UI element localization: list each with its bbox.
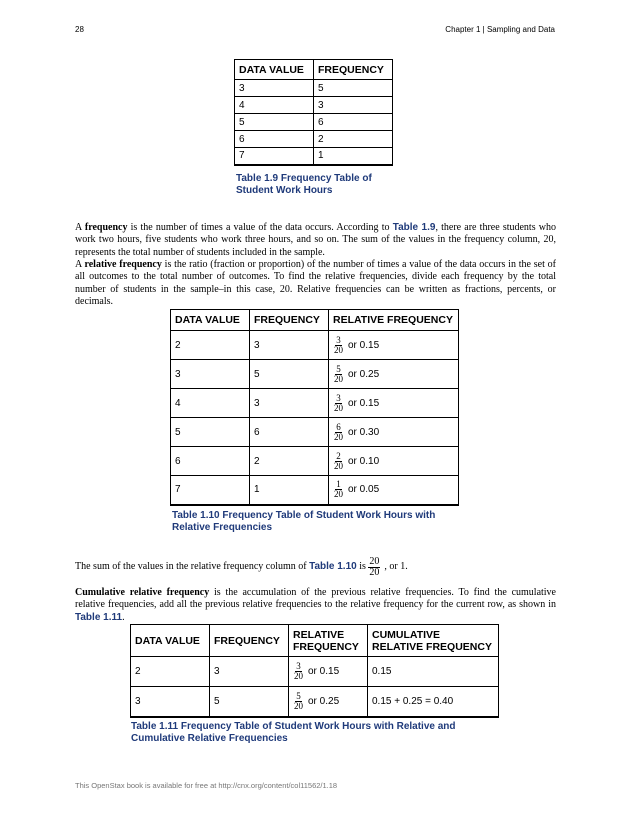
table-header: CUMULATIVE RELATIVE FREQUENCY <box>368 625 499 657</box>
relative-frequency-cell: $\frac{6}{20}$ or 0.30 <box>329 418 459 447</box>
relative-frequency-cell: $\frac{1}{20}$ or 0.05 <box>329 476 459 505</box>
frequency-cell: 3 <box>314 97 393 114</box>
relative-frequency-cell: $\frac{3}{20}$ or 0.15 <box>289 657 368 687</box>
table-1-11-link[interactable]: Table 1.11 <box>75 611 123 623</box>
table-row <box>171 331 459 360</box>
table-row <box>235 80 393 97</box>
cumulative-paragraph: Cumulative relative frequency is the accumulation of the previous relative frequencies. To find the cumulative relative frequencies, add all the previous relative frequencies to the relative frequency for the current row, as shown in Table 1.11. <box>75 587 556 623</box>
frequency-cell: 1 <box>314 148 393 165</box>
fraction: $\frac{2}{20}$ <box>334 450 343 471</box>
cumulative-relative-frequency-cell: 0.15 <box>368 657 499 687</box>
data-value-cell: 2 <box>171 331 250 360</box>
table-1-9-link[interactable]: Table 1.9 <box>392 222 436 233</box>
table-row <box>171 418 459 447</box>
cumulative-relative-frequency-cell: 0.15 + 0.25 = 0.40 <box>368 687 499 717</box>
table-header: FREQUENCY <box>250 310 329 331</box>
data-value-cell: 7 <box>235 148 314 165</box>
relative-frequency-cell: $\frac{3}{20}$ or 0.15 <box>329 331 459 360</box>
relative-frequency-cell: $\frac{5}{20}$ or 0.25 <box>329 360 459 389</box>
table-header: DATA VALUE <box>171 310 250 331</box>
table-row <box>171 447 459 476</box>
table-header: DATA VALUE <box>131 625 210 657</box>
table-header: RELATIVE FREQUENCY <box>329 310 459 331</box>
table-caption: Table 1.9 Frequency Table of Student Work Hours <box>236 173 372 196</box>
relative-frequency-cell: $\frac{5}{20}$ or 0.25 <box>289 687 368 717</box>
relative-frequency-cell: $\frac{2}{20}$ or 0.10 <box>329 447 459 476</box>
frequency-cell: 6 <box>250 418 329 447</box>
chapter-title: Chapter 1 | Sampling and Data <box>445 25 555 34</box>
table-row <box>171 389 459 418</box>
cumulative-frequency-table <box>130 624 499 718</box>
fraction: $\frac{3}{20}$ <box>294 661 303 681</box>
fraction: $\frac{5}{20}$ <box>294 690 303 711</box>
sum-paragraph: The sum of the values in the relative frequency column of Table 1.10 is $\frac{20}{20}$ , or 1. <box>75 556 408 578</box>
term-frequency: frequency <box>84 222 128 233</box>
data-value-cell: 4 <box>235 97 314 114</box>
table-1-10-link[interactable]: Table 1.10 <box>309 561 357 573</box>
frequency-cell: 2 <box>250 447 329 476</box>
data-value-cell: 4 <box>171 389 250 418</box>
data-value-cell: 5 <box>171 418 250 447</box>
term-relative-frequency: relative frequency <box>84 259 162 270</box>
data-value-cell: 6 <box>171 447 250 476</box>
frequency-cell: 5 <box>314 80 393 97</box>
table-row <box>131 687 499 717</box>
fraction: $\frac{5}{20}$ <box>334 363 343 384</box>
frequency-table <box>234 59 393 166</box>
table-row <box>235 114 393 131</box>
data-value-cell: 6 <box>235 131 314 148</box>
fraction: $\frac{20}{20}$ <box>369 556 380 578</box>
footer: This OpenStax book is available for free at http://cnx.org/content/col11562/1.18 <box>75 781 338 790</box>
frequency-cell: 3 <box>250 331 329 360</box>
frequency-cell: 5 <box>210 687 289 717</box>
relative-frequency-cell: $\frac{3}{20}$ or 0.15 <box>329 389 459 418</box>
table-row <box>131 657 499 687</box>
page-number: 28 <box>75 25 84 34</box>
data-value-cell: 3 <box>235 80 314 97</box>
relative-frequency-paragraph: A relative frequency is the ratio (fraction or proportion) of the number of times a value of the data occurs in the set of all outcomes to the total number of outcomes. To find the relative frequencies, divide each frequency by the total number of students in the sample–in this case, 20. Relative frequencies can be written as fractions, percents, or decimals. <box>75 259 556 307</box>
data-value-cell: 3 <box>171 360 250 389</box>
table-row <box>235 97 393 114</box>
data-value-cell: 5 <box>235 114 314 131</box>
table-caption: Table 1.11 Frequency Table of Student Work Hours with Relative and Cumulative Relative Frequencies <box>131 721 456 744</box>
data-value-cell: 3 <box>131 687 210 717</box>
frequency-cell: 3 <box>210 657 289 687</box>
fraction: $\frac{3}{20}$ <box>334 392 343 413</box>
fraction: $\frac{1}{20}$ <box>334 479 343 500</box>
table-header: RELATIVE FREQUENCY <box>289 625 368 657</box>
term-cumulative-relative-frequency: Cumulative relative frequency <box>75 587 210 598</box>
data-value-cell: 7 <box>171 476 250 505</box>
table-row <box>171 476 459 505</box>
frequency-cell: 2 <box>314 131 393 148</box>
relative-frequency-table <box>170 309 459 506</box>
frequency-cell: 5 <box>250 360 329 389</box>
table-row <box>171 360 459 389</box>
table-header: FREQUENCY <box>210 625 289 657</box>
frequency-paragraph: A frequency is the number of times a value of the data occurs. According to Table 1.9, there are three students who work two hours, five students who work three hours, and so on. The sum of the values in the frequency column, 20, represents the total number of students included in the sample. <box>75 222 557 258</box>
frequency-cell: 6 <box>314 114 393 131</box>
table-header: DATA VALUE <box>235 60 314 80</box>
table-caption: Table 1.10 Frequency Table of Student Work Hours with Relative Frequencies <box>172 510 436 533</box>
data-value-cell: 2 <box>131 657 210 687</box>
fraction: $\frac{3}{20}$ <box>334 334 343 355</box>
fraction: $\frac{6}{20}$ <box>334 421 343 442</box>
table-header: FREQUENCY <box>314 60 393 80</box>
table-row <box>235 131 393 148</box>
frequency-cell: 3 <box>250 389 329 418</box>
frequency-cell: 1 <box>250 476 329 505</box>
table-row <box>235 148 393 165</box>
